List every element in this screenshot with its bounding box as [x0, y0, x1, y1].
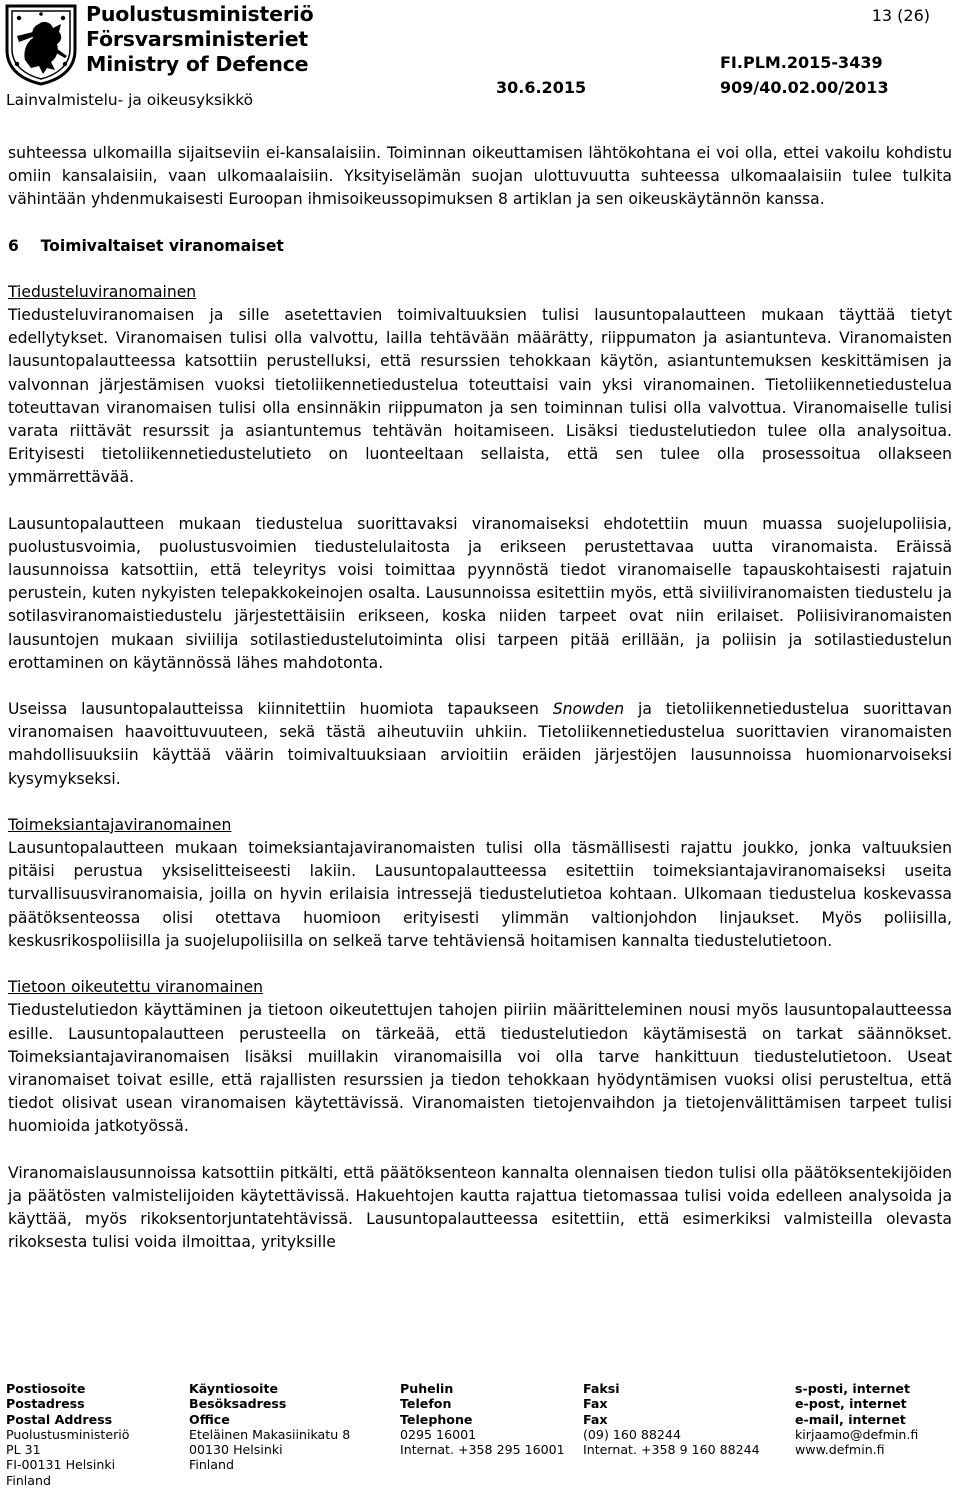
footer-label: e-mail, internet — [795, 1411, 906, 1427]
footer-label: Telefon — [400, 1396, 452, 1412]
footer-value: 0295 16001 — [400, 1426, 477, 1442]
footer-email-internet — [795, 1381, 918, 1457]
coat-of-arms-logo — [3, 2, 79, 86]
paragraph: Tiedustelutiedon käyttäminen ja tietoon oikeutettujen tahojen piiriin määritteleminen nousi myös lausuntopalautteessa esille. Lausuntopalautteen perusteella on tärkeää, että tiedustelutiedon käytämisestä on tarkat säännökset. Toimeksiantajaviranomaisen lisäksi muillakin viranomaisilla voi olla tarve hankittuun tiedustelutietoon. Useat viranomaiset toivat esille, että rajallisten resurssien ja tiedon tehokkaan hyödyntämisen vuoksi olisi perusteltua, että tiedot olisivat usean viranomaisen käytettävissä. Viranomaisten tietojenvaihdon ja tietojenvälittämisen tarpeet tulisi huomioida jatkotyössä. — [8, 1001, 952, 1136]
footer-fax — [583, 1381, 760, 1457]
footer-label: Käyntiosoite — [189, 1381, 279, 1396]
footer-value: FI-00131 Helsinki — [6, 1457, 116, 1473]
department-unit: Lainvalmistelu- ja oikeusyksikkö — [6, 91, 254, 109]
footer-value: Finland — [6, 1472, 52, 1488]
paragraph: Lausuntopalautteen mukaan toimeksiantajaviranomaisten tulisi olla täsmällisesti rajattu joukko, jonka valtuuksien pitäisi perustua yksiselitteiseesti lakiin. Lausuntopalautteessa esitettiin toimeksiantajaviranomaiseksi useita turvallisuusviranomaisia, joilla on hyvin erilaisia intressejä tiedustelutietoa kohtaan. Ulkomaan tiedustelua koskevassa päätöksenteossa olisi otettava huomioon erityisesti ylimmän valtionjohdon linjaukset. Myös poliisilla, keskusrikospoliisilla ja suojelupoliisilla on selkeä tarve tehtäviensä hoitamisen kannalta tiedustelutietoon. — [8, 839, 952, 950]
page-number: 13 (26) — [871, 6, 930, 25]
footer-postal-address — [6, 1381, 129, 1488]
footer-label: Faksi — [583, 1381, 620, 1396]
section-heading: 6 Toimivaltaiset viranomaiset — [8, 236, 284, 255]
footer-label: Office — [189, 1411, 230, 1427]
text: ja tietoliikennetiedustelua suorittavan viranomaisen haavoittuvuuteen, sekä tästä aiheutuviin uhkiin. Tietoliikennetiedustelua suorittavien viranomaisten mahdollisuuksiin käyttää väärin toimivaltuuksiaan arvioitiin eräiden järjestöjen lausunnoissa huomionarvoiseksi kysymykseksi. — [8, 700, 952, 788]
ministry-name-en: Ministry of Defence — [86, 52, 309, 76]
ministry-name-fi: Puolustusministeriö — [86, 2, 314, 26]
paragraph: Tiedusteluviranomaisen ja sille asetettavien toimivaltuuksien tulisi lausuntopalautteen mukaan täyttää tietyt edellytykset. Viranomaisen tulisi olla valvottu, lailla tehtävään määrätty, riippumaton ja asiantunteva. Viranomaisten lausuntopalautteessa katsottiin perustelluksi, että resurssien tehokkaan käytön, asiantuntemuksen keskittämisen ja valvonnan järjestämisen vuoksi tietoliikennetiedustelua toteuttaisi vain yksi viranomainen. Tietoliikennetiedustelua toteuttavan viranomaisen tulisi olla ensinnäkin riippumaton ja sen toiminnan tulisi olla valvottua. Viranomaiselle tulisi varata riittävät resurssit ja asiantuntemus tehtävän hoitamiseen. Lisäksi tiedustelutiedon tulee olla analysoitua. Erityisesti tietoliikennetiedustelutieto on luonteeltaan sellaista, että sen tulee olla prosessoitua ollakseen ymmärrettävää. — [8, 306, 952, 487]
footer-label: Fax — [583, 1396, 608, 1412]
footer-value: PL 31 — [6, 1442, 41, 1458]
intro-paragraph: suhteessa ulkomailla sijaitseviin ei-kansalaisiin. Toiminnan oikeuttamisen lähtökohtana ei voi olla, ettei vakoilu kohdistu omiin kansalaisiin, vaan ulkomaalaisiin. Yksityiselämän suojan ulottuvuutta suhteessa ulkomaalaisiin tulee tulkita vähintään yhdenmukaisesti Euroopan ihmisoikeussopimuksen 8 artiklan ja sen oikeuskäytännön kanssa. — [8, 144, 952, 209]
document-body — [8, 142, 952, 1254]
footer-value: Eteläinen Makasiinikatu 8 — [189, 1426, 351, 1442]
ministry-name — [86, 2, 313, 77]
footer-website-link[interactable]: www.defmin.fi — [795, 1442, 885, 1458]
footer-office-address — [189, 1381, 350, 1473]
footer-label: Postal Address — [6, 1411, 113, 1427]
footer-label: e-post, internet — [795, 1396, 907, 1412]
footer-label: Besöksadress — [189, 1396, 287, 1412]
footer-label: s-posti, internet — [795, 1381, 910, 1396]
footer-value: Internat. +358 295 16001 — [400, 1442, 565, 1458]
footer-label: Puhelin — [400, 1381, 454, 1396]
paragraph: Viranomaislausunnoissa katsottiin pitkälti, että päätöksenteon kannalta olennaisen tiedon tulisi olla päätöksentekijöiden ja päätösten valmistelijoiden käytettävissä. Hakuehtojen kautta rajattua tietomassaa tulisi voida edelleen analysoida ja käyttää, myös rikoksentorjuntatehtävissä. Lausuntopalautteessa esitettiin, että esimerkiksi valmisteilla olevasta rikoksesta tulisi voida ilmoittaa, yrityksille — [8, 1163, 952, 1252]
emphasis-text: Snowden — [552, 700, 625, 719]
footer-value: Internat. +358 9 160 88244 — [583, 1442, 760, 1458]
footer-label: Telephone — [400, 1411, 473, 1427]
footer-value: 00130 Helsinki — [189, 1442, 283, 1458]
ministry-name-sv: Försvarsministeriet — [86, 27, 309, 51]
footer-telephone — [400, 1381, 565, 1457]
subheading-commissioning-authority: Toimeksiantajaviranomainen — [8, 815, 232, 834]
paragraph — [8, 698, 952, 791]
footer-label: Fax — [583, 1411, 608, 1427]
paragraph: Lausuntopalautteen mukaan tiedustelua suorittavaksi viranomaiseksi ehdotettiin muun muassa suojelupoliisia, puolustusvoimia, puolustusvoimien tiedustelulaitosta ja erikseen perustettavaa uutta viranomaista. Eräissä lausunnoissa katsottiin, että teleyritys voisi toimittaa pyynnöstä tiedot viranomaiselle tapauskohtaisesti rajatuin perustein, kuten nykyisten telepakkokeinojen osalta. Lausunnoissa esitettiin myös, että siviiliviranomaisten tiedustelu ja sotilasviranomaistiedustelu järjestettäisiin erikseen, koska niiden tarpeet ovat niin erilaiset. Poliisiviranomaisten lausuntojen mukaan siviilija sotilastiedustelutoiminta olisi tarpeen pitää erillään, ja poliisin ja sotilastiedustelun erottaminen on käytännössä lähes mahdotonta. — [8, 514, 952, 672]
footer-value: (09) 160 88244 — [583, 1426, 681, 1442]
document-reference: FI.PLM.2015-3439 — [720, 53, 883, 72]
subheading-intelligence-authority: Tiedusteluviranomainen — [8, 282, 197, 301]
footer-email-link[interactable]: kirjaamo@defmin.fi — [795, 1426, 919, 1442]
document-reference-secondary: 909/40.02.00/2013 — [720, 78, 889, 97]
subheading-entitled-authority: Tietoon oikeutettu viranomainen — [8, 978, 263, 997]
text: Useissa lausuntopalautteissa kiinnitettiin huomiota tapaukseen — [8, 700, 553, 719]
document-date: 30.6.2015 — [496, 78, 587, 97]
footer-label: Postiosoite — [6, 1381, 86, 1396]
footer-value: Puolustusministeriö — [6, 1426, 130, 1442]
footer-label: Postadress — [6, 1396, 85, 1412]
footer-value: Finland — [189, 1457, 235, 1473]
